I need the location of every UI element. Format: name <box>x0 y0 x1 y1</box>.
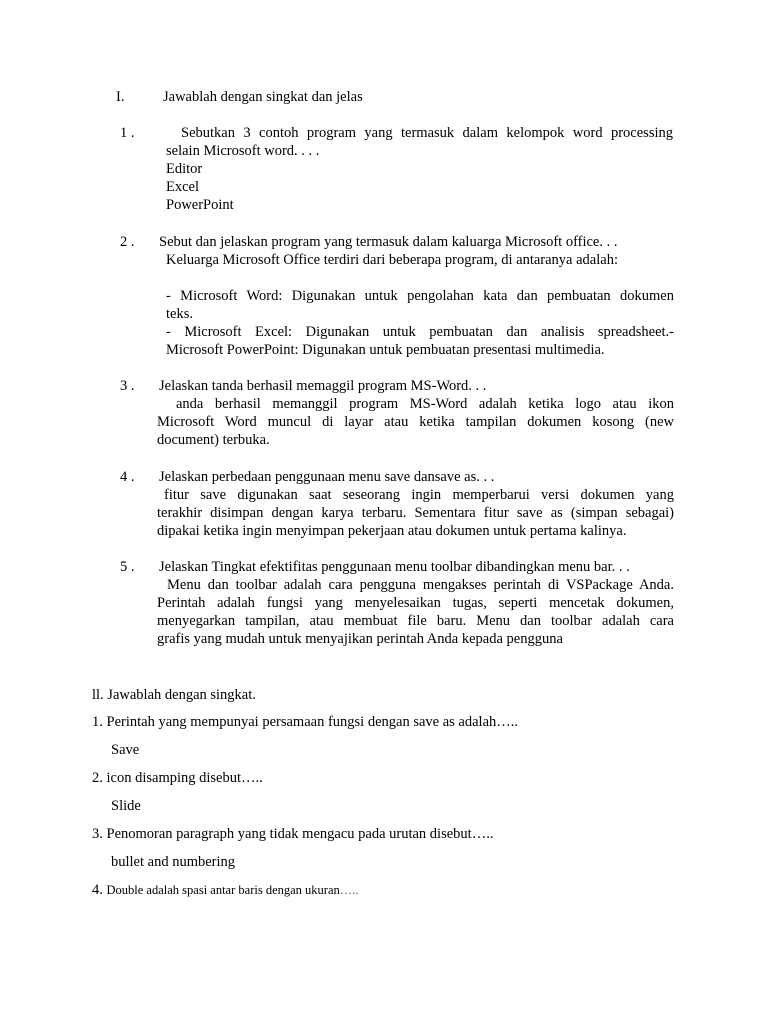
section-numeral: I. <box>116 89 125 105</box>
question-text: Jelaskan perbedaan penggunaan menu save dansave as. . . <box>159 469 495 485</box>
answer-item: PowerPoint <box>166 197 234 213</box>
question-number: 3 . <box>120 378 135 394</box>
answer-text: bullet and numbering <box>111 854 236 870</box>
answer-line: - Microsoft Excel: Digunakan untuk pembuatan dan analisis spreadsheet.- <box>166 324 674 340</box>
answer-line: dipakai ketika ingin menyimpan pekerjaan atau dokumen untuk pertama kalinya. <box>157 523 627 539</box>
answer-line: grafis yang mudah untuk menyajikan perintah Anda kepada pengguna <box>157 631 563 647</box>
answer-line: Microsoft PowerPoint: Digunakan untuk pembuatan presentasi multimedia. <box>166 342 605 358</box>
question-number: 2 . <box>120 234 135 250</box>
answer-line: anda berhasil memanggil program MS-Word adalah ketika logo atau ikon <box>176 396 674 412</box>
question-text: Jelaskan tanda berhasil memaggil program MS-Word. . . <box>159 378 487 394</box>
answer-line: fitur save digunakan saat seseorang ingin memperbarui versi dokumen yang <box>164 487 674 503</box>
answer-line: Microsoft Word muncul di layar atau ketika tampilan dokumen kosong (new <box>157 414 674 430</box>
section-title: Jawablah dengan singkat dan jelas <box>163 89 363 105</box>
question-text: Sebut dan jelaskan program yang termasuk dalam kaluarga Microsoft office. . . <box>159 234 618 250</box>
answer-item: Editor <box>166 161 203 177</box>
ellipsis-dots: ….. <box>339 883 359 897</box>
answer-line: document) terbuka. <box>157 432 270 448</box>
question-text: 1. Perintah yang mempunyai persamaan fungsi dengan save as adalah….. <box>92 714 519 730</box>
answer-item: Excel <box>166 179 200 195</box>
answer-line: Menu dan toolbar adalah cara pengguna mengakses perintah di VSPackage Anda. <box>167 577 674 593</box>
answer-line: terakhir disimpan dengan karya terbaru. Sementara fitur save as (simpan sebagai) <box>157 505 674 521</box>
answer-text: Save <box>111 742 140 758</box>
question-text: 3. Penomoran paragraph yang tidak mengacu pada urutan disebut….. <box>92 826 494 842</box>
question-text-cont: selain Microsoft word. . . . <box>166 143 320 159</box>
question-text: Sebutkan 3 contoh program yang termasuk dalam kelompok word processing <box>181 125 673 141</box>
question-body: Double adalah spasi antar baris dengan ukuran <box>106 883 340 897</box>
answer-text: Slide <box>111 798 141 814</box>
question-number: 4 . <box>120 469 135 485</box>
answer-line: teks. <box>166 306 193 322</box>
question-text <box>92 881 359 899</box>
question-text: 2. icon disamping disebut….. <box>92 770 263 786</box>
answer-line: Perintah adalah fungsi yang menyelesaikan tugas, seperti mencetak dokumen, <box>157 595 674 611</box>
question-number: 5 . <box>120 559 135 575</box>
question-number: 1 . <box>120 125 135 141</box>
answer-line: - Microsoft Word: Digunakan untuk pengolahan kata dan pembuatan dokumen <box>166 288 674 304</box>
section-title: ll. Jawablah dengan singkat. <box>92 687 256 703</box>
answer-line: menyegarkan tampilan, atau membuat file baru. Menu dan toolbar adalah cara <box>157 613 674 629</box>
question-text: Jelaskan Tingkat efektifitas penggunaan menu toolbar dibandingkan menu bar. . . <box>159 559 630 575</box>
answer-intro: Keluarga Microsoft Office terdiri dari beberapa program, di antaranya adalah: <box>166 252 618 268</box>
question-number: 4. <box>92 882 103 898</box>
